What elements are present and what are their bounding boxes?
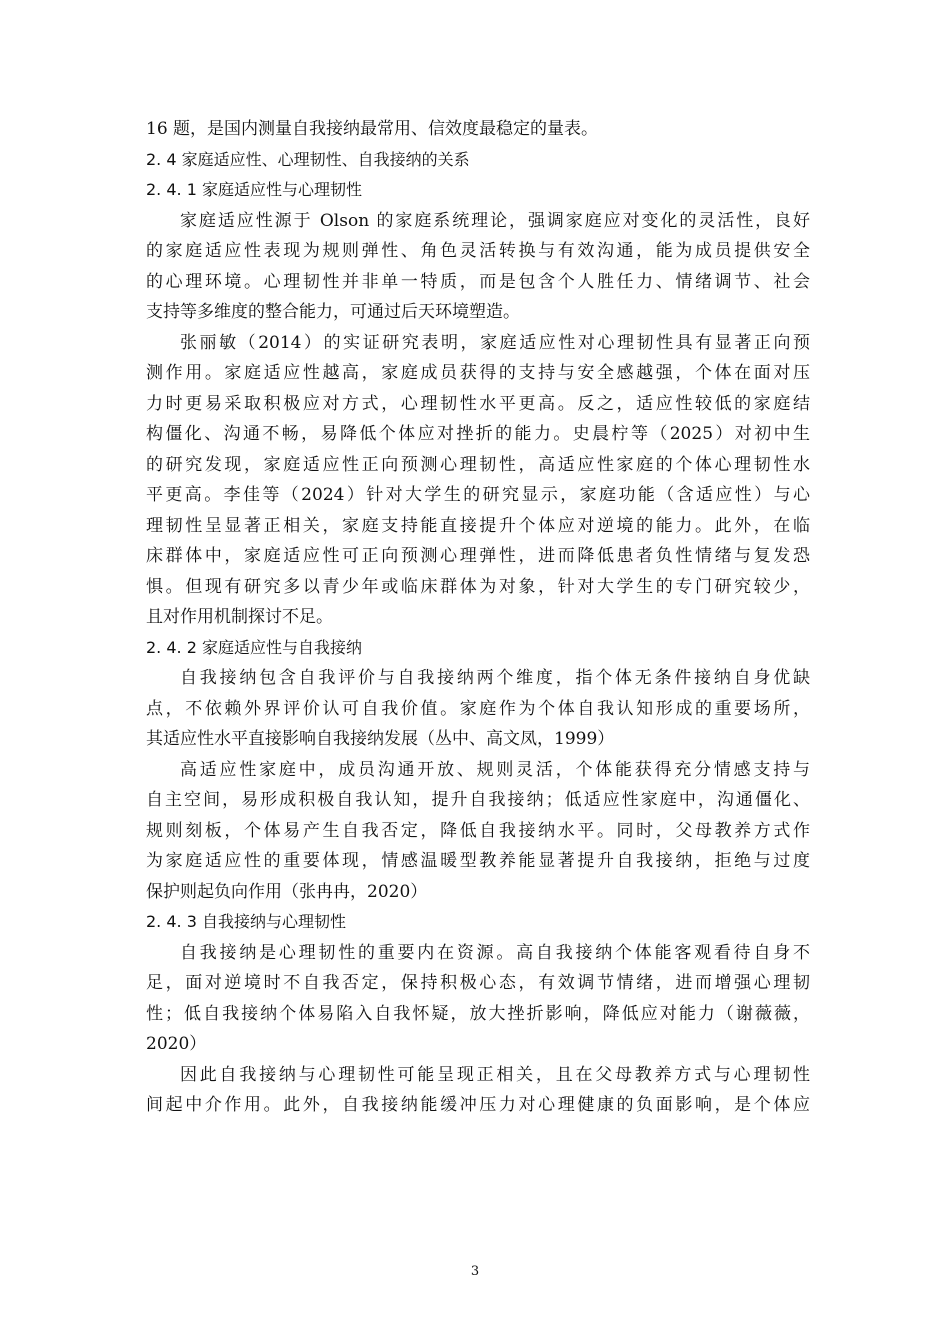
- text-line: 点，不依赖外界评价认可自我价值。家庭作为个体自我认知形成的重要场所，: [146, 698, 810, 719]
- text-line: 测作用。家庭适应性越高，家庭成员获得的支持与安全感越强，个体在面对压: [146, 363, 810, 383]
- text-line: 保护则起负向作用（张冉冉，2020）: [146, 881, 428, 902]
- text-line: 张丽敏（2014）的实证研究表明，家庭适应性对心理韧性具有显著正向预: [180, 332, 810, 353]
- paragraph: [146, 663, 810, 755]
- paragraph: [146, 938, 810, 1060]
- text-line: 性；低自我接纳个体易陷入自我怀疑，放大挫折影响，降低应对能力（谢薇薇，: [146, 1003, 810, 1024]
- text-line: 间起中介作用。此外，自我接纳能缓冲压力对心理健康的负面影响，是个体应: [146, 1095, 810, 1115]
- text-line: 床群体中，家庭适应性可正向预测心理弹性，进而降低患者负性情绪与复发恐: [146, 546, 810, 566]
- text-line: 惧。但现有研究多以青少年或临床群体为对象，针对大学生的专门研究较少，: [146, 576, 810, 597]
- text-line: 平更高。李佳等（2024）针对大学生的研究显示，家庭功能（含适应性）与心: [146, 485, 810, 505]
- subsection-heading-2-4-1: 2. 4. 1 家庭适应性与心理韧性: [146, 180, 362, 199]
- text-line: 的研究发现，家庭适应性正向预测心理韧性，高适应性家庭的个体心理韧性水: [146, 454, 810, 475]
- text-line: 因此自我接纳与心理韧性可能呈现正相关，且在父母教养方式与心理韧性: [180, 1064, 810, 1085]
- paragraph: [146, 328, 810, 633]
- paragraph: [146, 1060, 810, 1121]
- text-line: 且对作用机制探讨不足。: [146, 607, 333, 627]
- text-line: 家庭适应性源于 Olson 的家庭系统理论，强调家庭应对变化的灵活性，良好: [180, 210, 810, 231]
- text-line: 支持等多维度的整合能力，可通过后天环境塑造。: [146, 302, 520, 322]
- page-body: [146, 114, 810, 1121]
- text-line: 为家庭适应性的重要体现，情感温暖型教养能显著提升自我接纳，拒绝与过度: [146, 851, 810, 871]
- text-line: 自主空间，易形成积极自我认知，提升自我接纳；低适应性家庭中，沟通僵化、: [146, 790, 810, 810]
- text-line: 自我接纳包含自我评价与自我接纳两个维度，指个体无条件接纳自身优缺: [180, 668, 810, 688]
- subsection-heading-2-4-2: 2. 4. 2 家庭适应性与自我接纳: [146, 637, 362, 657]
- text-line: 自我接纳是心理韧性的重要内在资源。高自我接纳个体能客观看待自身不: [180, 942, 810, 963]
- text-line: 2020）: [146, 1034, 207, 1054]
- text-line: 的心理环境。心理韧性并非单一特质，而是包含个人胜任力、情绪调节、社会: [146, 271, 810, 292]
- text-line: 的家庭适应性表现为规则弹性、角色灵活转换与有效沟通，能为成员提供安全: [146, 241, 810, 261]
- paragraph: [146, 755, 810, 908]
- page-number: 3: [470, 1264, 480, 1279]
- section-heading: 2. 4 家庭适应性、心理韧性、自我接纳的关系: [146, 149, 470, 169]
- text-line: 理韧性呈显著正相关，家庭支持能直接提升个体应对逆境的能力。此外，在临: [146, 515, 810, 536]
- text-line: 其适应性水平直接影响自我接纳发展（丛中、高文凤，1999）: [146, 729, 615, 749]
- text-line: 足，面对逆境时不自我否定，保持积极心态，有效调节情绪，进而增强心理韧: [146, 973, 810, 993]
- intro-line: 16 题，是国内测量自我接纳最常用、信效度最稳定的量表。: [146, 119, 599, 139]
- text-line: 高适应性家庭中，成员沟通开放、规则灵活，个体能获得充分情感支持与: [180, 759, 810, 780]
- text-line: 力时更易采取积极应对方式，心理韧性水平更高。反之，适应性较低的家庭结: [146, 393, 810, 414]
- text-line: 规则刻板，个体易产生自我否定，降低自我接纳水平。同时，父母教养方式作: [146, 820, 810, 841]
- paragraph: [146, 206, 810, 328]
- text-line: 构僵化、沟通不畅，易降低个体应对挫折的能力。史晨柠等（2025）对初中生: [146, 424, 810, 444]
- subsection-heading-2-4-3: 2. 4. 3 自我接纳与心理韧性: [146, 912, 346, 931]
